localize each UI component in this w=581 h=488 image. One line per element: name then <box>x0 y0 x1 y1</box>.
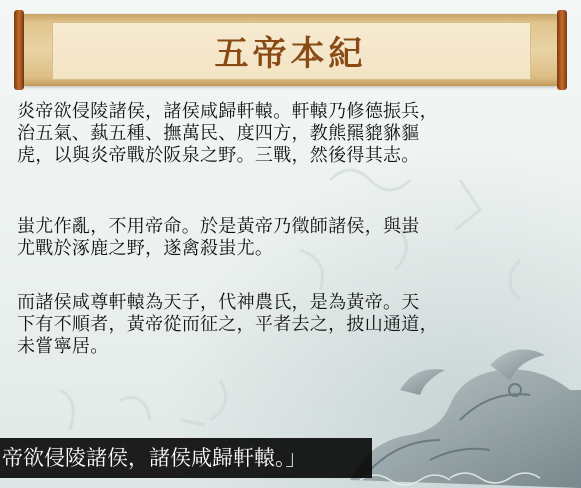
paragraph-line: 治五氣、蓺五種、撫萬民、度四方，教熊羆貔貅貙 <box>17 123 420 144</box>
paragraph-line: 尤戰於涿鹿之野，遂禽殺蚩尤。 <box>17 238 274 259</box>
paragraph-line: 炎帝欲侵陵諸侯，諸侯咸歸軒轅。軒轅乃修德振兵， <box>17 101 438 122</box>
slide-title: 五帝本紀 <box>214 33 367 74</box>
paragraph-line: 未嘗寧居。 <box>17 336 109 357</box>
paragraph-1 <box>17 101 573 167</box>
scroll-rod-right <box>557 10 567 90</box>
paragraph-2 <box>17 216 573 260</box>
paragraph-line: 蚩尤作亂，不用帝命。於是黃帝乃徵師諸侯，與蚩 <box>17 216 420 237</box>
scroll-rod-left <box>14 10 24 90</box>
paragraph-line: 而諸侯咸尊軒轅為天子，代神農氏，是為黃帝。天 <box>17 292 420 313</box>
paragraph-line: 下有不順者，黃帝從而征之，平者去之，披山通道， <box>17 314 438 335</box>
subtitle-caption: 帝欲侵陵諸侯，諸侯咸歸軒轅。」 <box>2 446 307 470</box>
paragraph-line: 虎，以與炎帝戰於阪泉之野。三戰，然後得其志。 <box>17 145 420 166</box>
dragon-icon <box>340 330 581 488</box>
